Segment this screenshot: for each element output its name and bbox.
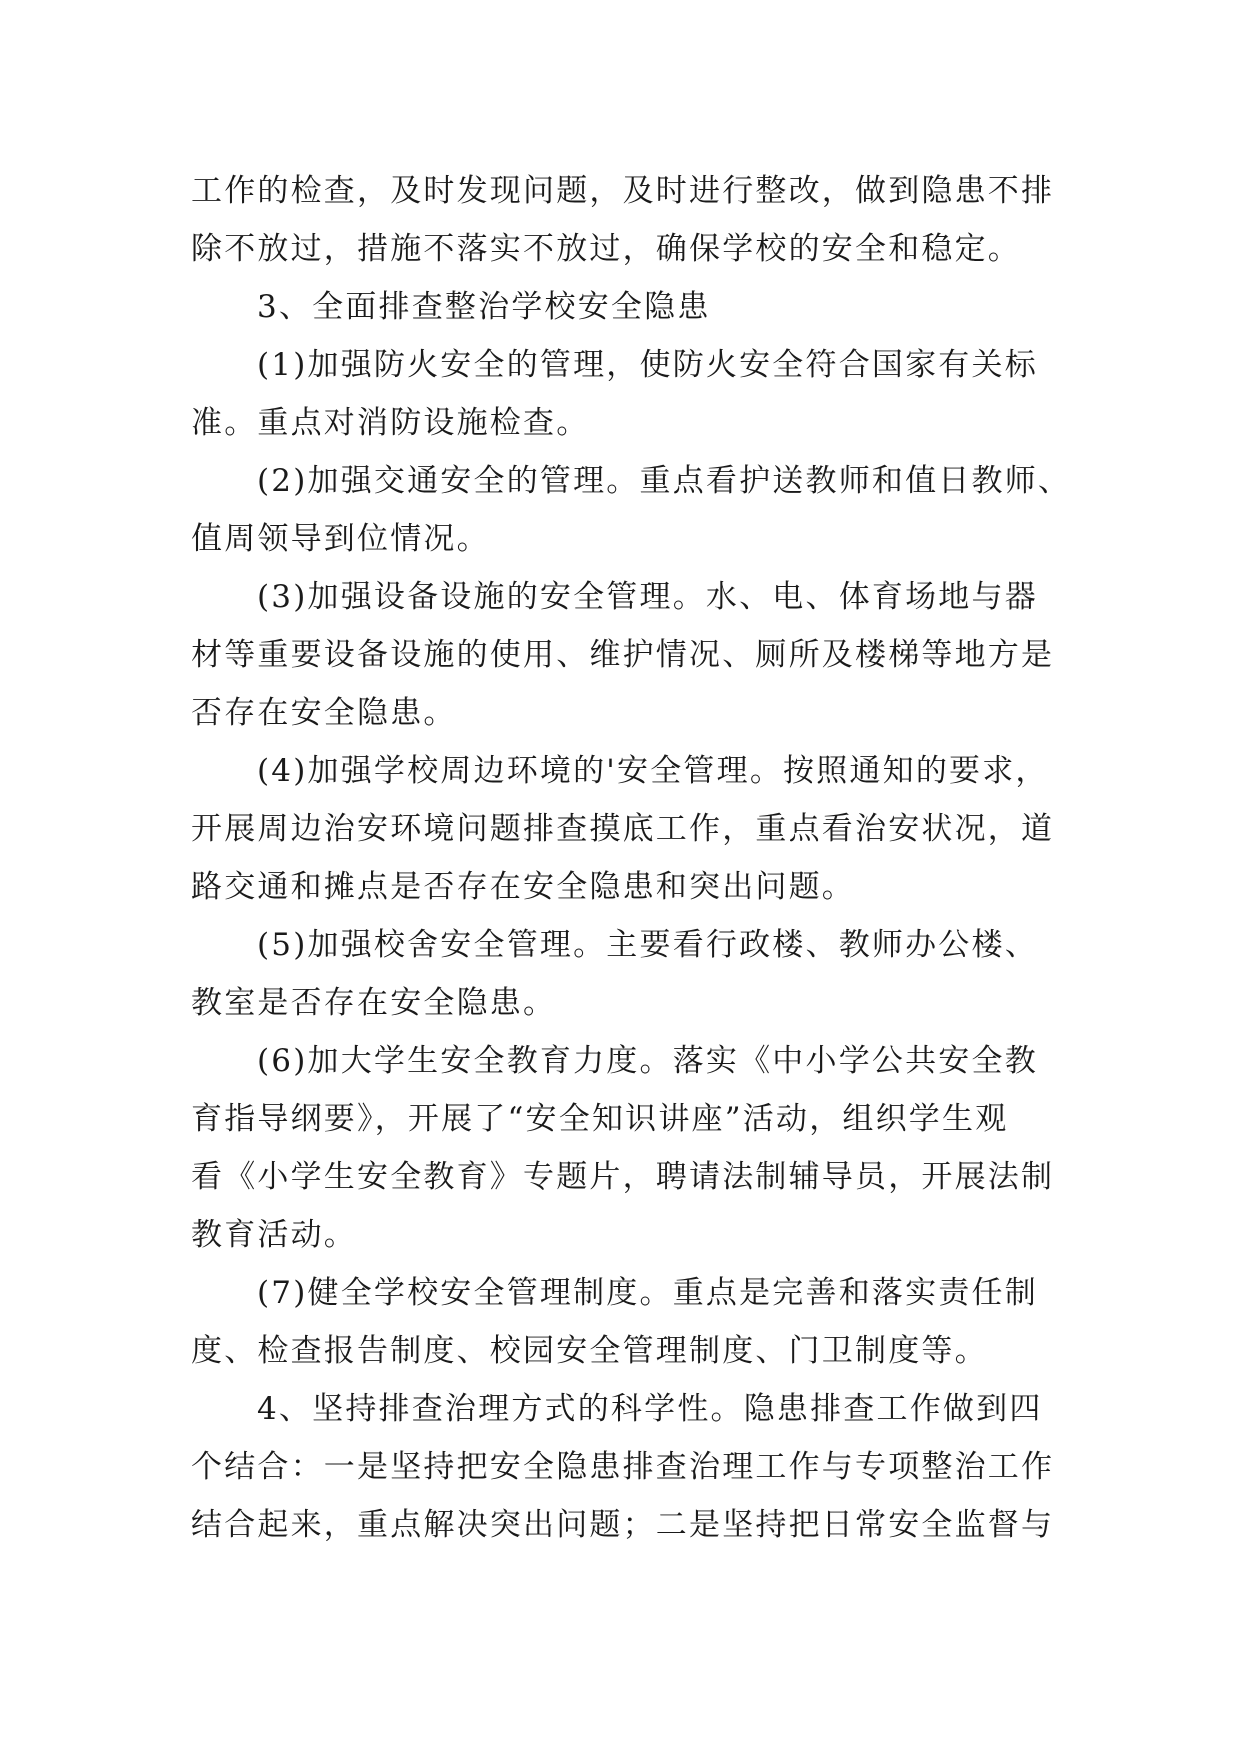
text-line: 除不放过，措施不落实不放过，确保学校的安全和稳定。: [191, 231, 1021, 267]
text-line: (1)加强防火安全的管理，使防火安全符合国家有关标: [257, 347, 1038, 383]
text-line: (4)加强学校周边环境的'安全管理。按照通知的要求，: [257, 753, 1049, 789]
text-line: 工作的检查，及时发现问题，及时进行整改，做到隐患不排: [191, 173, 1055, 209]
text-line: 育指导纲要》，开展了“安全知识讲座”活动，组织学生观: [191, 1101, 1009, 1137]
text-line: 教育活动。: [191, 1217, 357, 1253]
text-line: 开展周边治安环境问题排查摸底工作，重点看治安状况，道: [191, 811, 1055, 847]
text-line: (5)加强校舍安全管理。主要看行政楼、教师办公楼、: [257, 927, 1038, 963]
text-line: 3、全面排查整治学校安全隐患: [257, 289, 711, 325]
text-line: 材等重要设备设施的使用、维护情况、厕所及楼梯等地方是: [191, 637, 1055, 673]
text-line: (2)加强交通安全的管理。重点看护送教师和值日教师、: [257, 463, 1072, 499]
text-line: 准。重点对消防设施检查。: [191, 405, 590, 441]
text-line: 度、检查报告制度、校园安全管理制度、门卫制度等。: [191, 1333, 988, 1369]
text-line: 值周领导到位情况。: [191, 521, 490, 557]
text-line: 路交通和摊点是否存在安全隐患和突出问题。: [191, 869, 855, 905]
text-line: 4、坚持排查治理方式的科学性。隐患排查工作做到四: [257, 1391, 1043, 1427]
text-line: 教室是否存在安全隐患。: [191, 985, 557, 1021]
text-line: 个结合：一是坚持把安全隐患排查治理工作与专项整治工作: [191, 1449, 1055, 1485]
text-line: 否存在安全隐患。: [191, 695, 457, 731]
document-body: [191, 162, 1072, 1554]
text-line: (6)加大学生安全教育力度。落实《中小学公共安全教: [257, 1043, 1038, 1079]
text-line: 结合起来，重点解决突出问题；二是坚持把日常安全监督与: [191, 1507, 1055, 1543]
text-line: (7)健全学校安全管理制度。重点是完善和落实责任制: [257, 1275, 1038, 1311]
text-line: (3)加强设备设施的安全管理。水、电、体育场地与器: [257, 579, 1038, 615]
text-line: 看《小学生安全教育》专题片，聘请法制辅导员，开展法制: [191, 1159, 1055, 1195]
